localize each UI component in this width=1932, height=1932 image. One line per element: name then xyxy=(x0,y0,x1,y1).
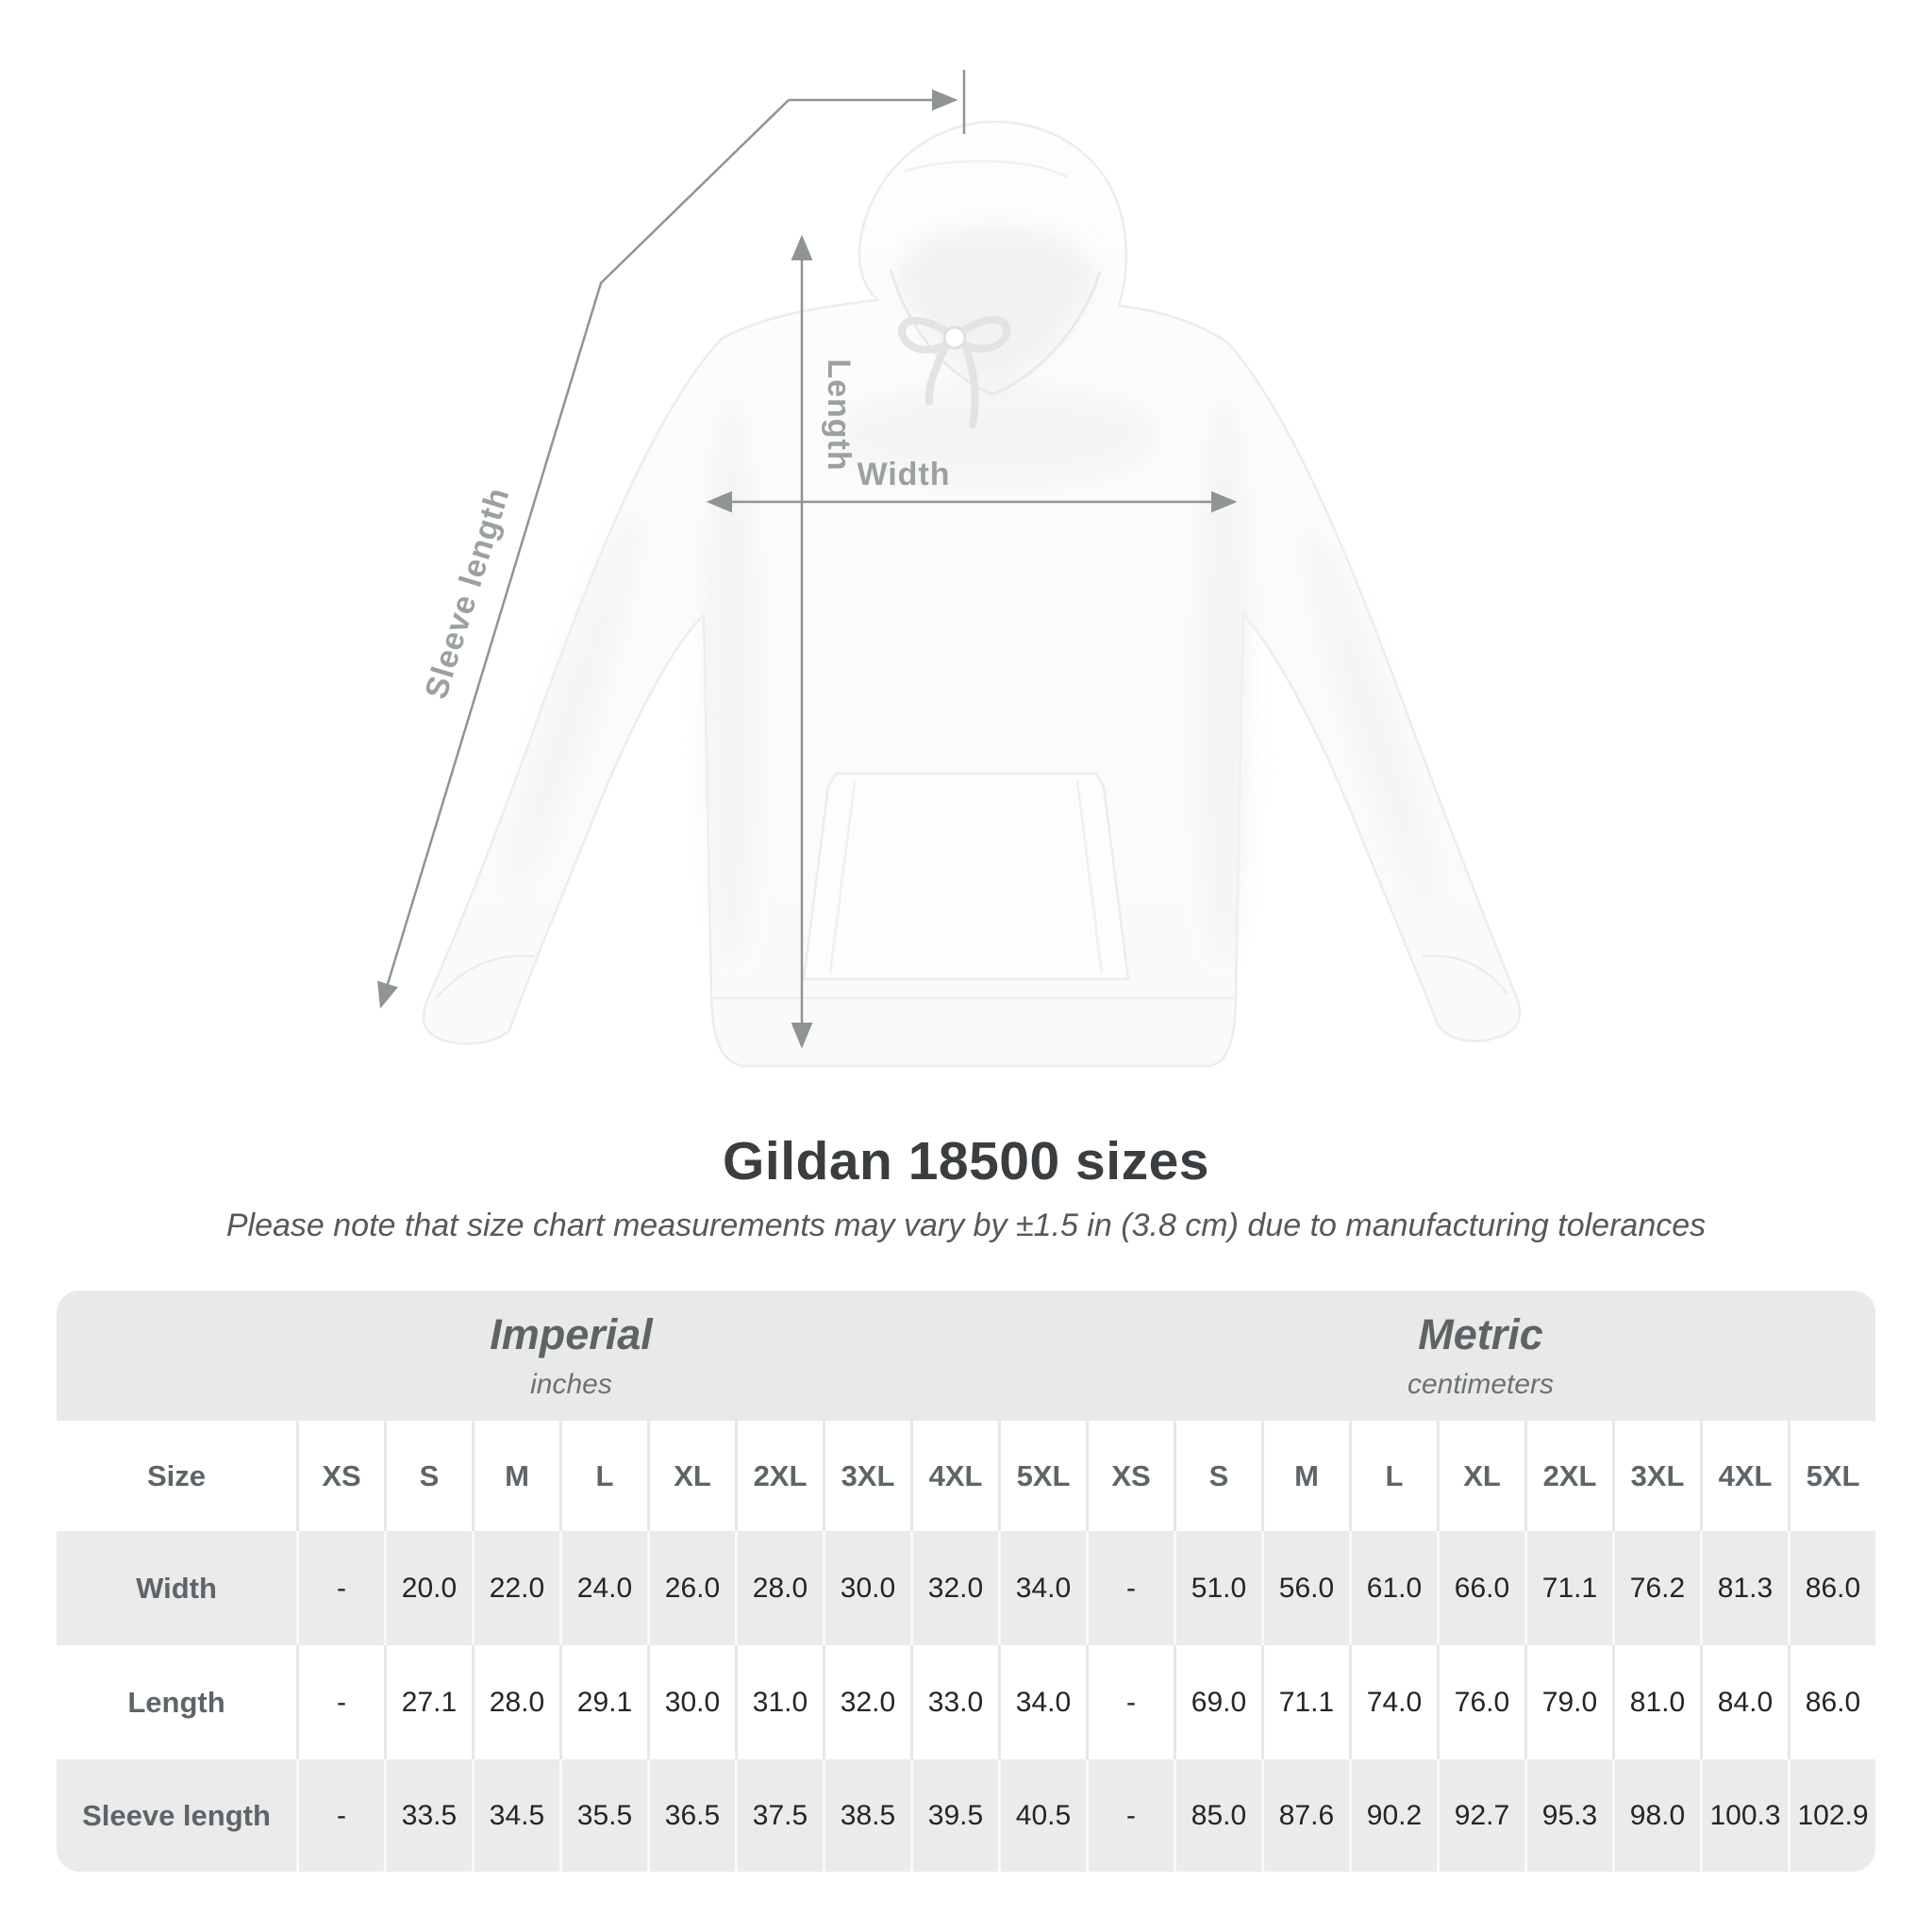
size-column-header: M xyxy=(472,1421,559,1531)
measurement-value: 81.3 xyxy=(1700,1531,1788,1645)
measurement-value: 51.0 xyxy=(1174,1531,1261,1645)
measurement-value: - xyxy=(1086,1645,1174,1759)
metric-unit: centimeters xyxy=(1407,1369,1555,1400)
measurement-value: 31.0 xyxy=(735,1645,823,1759)
size-column-header: 3XL xyxy=(823,1421,910,1531)
measurement-value: 61.0 xyxy=(1349,1531,1437,1645)
size-row-header: Size xyxy=(57,1421,296,1531)
measurement-value: 86.0 xyxy=(1788,1645,1875,1759)
measurement-value: 76.2 xyxy=(1612,1531,1700,1645)
hoodie-illustration xyxy=(424,122,1520,1066)
measurement-value: 79.0 xyxy=(1524,1645,1612,1759)
measurement-value: 34.0 xyxy=(998,1645,1086,1759)
width-label: Width xyxy=(857,457,951,492)
size-table-grid xyxy=(57,1291,1875,1872)
drawstring-knot xyxy=(944,327,965,348)
measurement-value: 38.5 xyxy=(823,1759,910,1872)
tolerance-note: Please note that size chart measurements may vary by ±1.5 in (3.8 cm) due to manufacturing tolerances xyxy=(225,1208,1707,1243)
size-column-header: L xyxy=(1349,1421,1437,1531)
measurement-value: 98.0 xyxy=(1612,1759,1700,1872)
measurement-value: 95.3 xyxy=(1524,1759,1612,1872)
measurement-value: 28.0 xyxy=(472,1645,559,1759)
size-column-header: S xyxy=(384,1421,472,1531)
sleeve-length-label: Sleeve length xyxy=(418,483,517,704)
size-column-header: 4XL xyxy=(1700,1421,1788,1531)
page-title: Gildan 18500 sizes xyxy=(723,1131,1209,1191)
measurement-value: 39.5 xyxy=(910,1759,998,1872)
measurement-value: 71.1 xyxy=(1261,1645,1349,1759)
size-column-header: L xyxy=(559,1421,647,1531)
size-column-header: 5XL xyxy=(1788,1421,1875,1531)
measurement-value: 92.7 xyxy=(1437,1759,1524,1872)
size-column-header: 4XL xyxy=(910,1421,998,1531)
measurement-value: 66.0 xyxy=(1437,1531,1524,1645)
size-column-header: 3XL xyxy=(1612,1421,1700,1531)
measurement-value: 30.0 xyxy=(647,1645,735,1759)
measurement-value: 35.5 xyxy=(559,1759,647,1872)
measurement-value: 56.0 xyxy=(1261,1531,1349,1645)
imperial-heading: Imperial xyxy=(490,1310,653,1358)
measurement-value: 32.0 xyxy=(910,1531,998,1645)
measurement-value: 85.0 xyxy=(1174,1759,1261,1872)
size-column-header: XS xyxy=(1086,1421,1174,1531)
row-label: Sleeve length xyxy=(57,1759,296,1872)
measurement-value: - xyxy=(296,1531,384,1645)
imperial-unit: inches xyxy=(530,1369,612,1400)
size-table xyxy=(57,1291,1875,1872)
measurement-value: 30.0 xyxy=(823,1531,910,1645)
size-column-header: S xyxy=(1174,1421,1261,1531)
measurement-value: 87.6 xyxy=(1261,1759,1349,1872)
measurement-value: 69.0 xyxy=(1174,1645,1261,1759)
measurement-value: 74.0 xyxy=(1349,1645,1437,1759)
measurement-value: 22.0 xyxy=(472,1531,559,1645)
measurement-value: 34.0 xyxy=(998,1531,1086,1645)
length-label: Length xyxy=(821,358,857,472)
measurement-value: - xyxy=(1086,1759,1174,1872)
measurement-value: 26.0 xyxy=(647,1531,735,1645)
measurement-value: 86.0 xyxy=(1788,1531,1875,1645)
row-label: Length xyxy=(57,1645,296,1759)
measurement-value: 76.0 xyxy=(1437,1645,1524,1759)
right-side-shadow xyxy=(1196,396,1253,962)
measurement-value: 100.3 xyxy=(1700,1759,1788,1872)
measurement-value: 28.0 xyxy=(735,1531,823,1645)
size-column-header: XL xyxy=(647,1421,735,1531)
measurement-value: 90.2 xyxy=(1349,1759,1437,1872)
measurement-value: 84.0 xyxy=(1700,1645,1788,1759)
metric-header-band xyxy=(1086,1291,1875,1421)
measurement-value: 102.9 xyxy=(1788,1759,1875,1872)
size-column-header: XL xyxy=(1437,1421,1524,1531)
measurement-value: 24.0 xyxy=(559,1531,647,1645)
measurement-value: - xyxy=(1086,1531,1174,1645)
measurement-value: 34.5 xyxy=(472,1759,559,1872)
measurement-value: 81.0 xyxy=(1612,1645,1700,1759)
left-side-shadow xyxy=(703,396,759,962)
imperial-header-band xyxy=(57,1291,1086,1421)
measurement-value: 29.1 xyxy=(559,1645,647,1759)
measurement-value: 20.0 xyxy=(384,1531,472,1645)
row-label: Width xyxy=(57,1531,296,1645)
measurement-value: 33.5 xyxy=(384,1759,472,1872)
measurement-value: 40.5 xyxy=(998,1759,1086,1872)
measurement-value: 32.0 xyxy=(823,1645,910,1759)
measurement-value: 36.5 xyxy=(647,1759,735,1872)
measurement-value: 71.1 xyxy=(1524,1531,1612,1645)
measurement-value: - xyxy=(296,1645,384,1759)
size-column-header: XS xyxy=(296,1421,384,1531)
size-column-header: 2XL xyxy=(735,1421,823,1531)
metric-heading: Metric xyxy=(1418,1310,1543,1358)
size-column-header: 2XL xyxy=(1524,1421,1612,1531)
measurement-value: 27.1 xyxy=(384,1645,472,1759)
measurement-value: 37.5 xyxy=(735,1759,823,1872)
measurement-value: - xyxy=(296,1759,384,1872)
size-column-header: 5XL xyxy=(998,1421,1086,1531)
measurement-value: 33.0 xyxy=(910,1645,998,1759)
size-column-header: M xyxy=(1261,1421,1349,1531)
